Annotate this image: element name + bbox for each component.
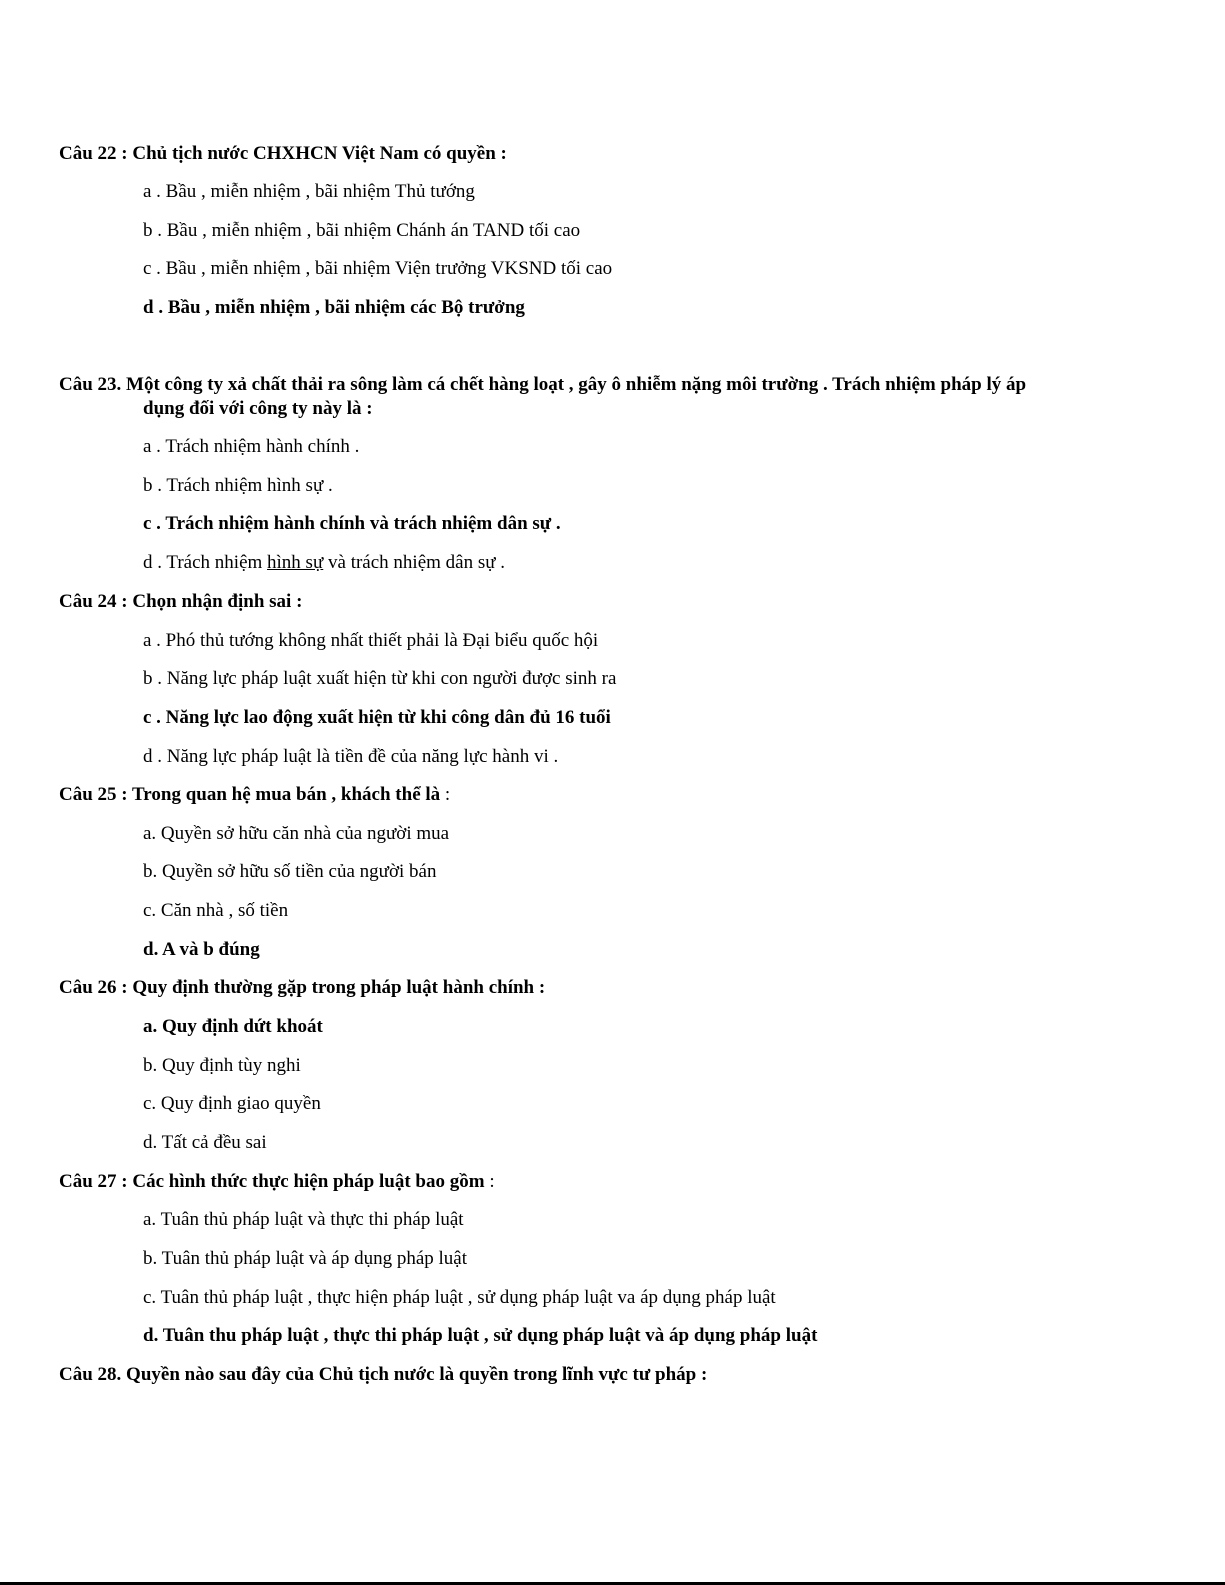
answer-option-correct: d. A và b đúng bbox=[143, 939, 260, 960]
question-heading bbox=[59, 783, 450, 807]
question-heading-text: Câu 25 : Trong quan hệ mua bán , khách thể là bbox=[59, 784, 441, 805]
answer-option: a . Phó thủ tướng không nhất thiết phải là Đại biểu quốc hội bbox=[143, 630, 599, 651]
answer-option: b . Trách nhiệm hình sự . bbox=[143, 475, 333, 496]
answer-option: d . Năng lực pháp luật là tiền đề của năng lực hành vi . bbox=[143, 746, 559, 767]
answer-option: b. Quy định tùy nghi bbox=[143, 1055, 301, 1076]
answer-option-correct: d. Tuân thu pháp luật , thực thi pháp luật , sử dụng pháp luật và áp dụng pháp luật bbox=[143, 1325, 818, 1346]
answer-option: a. Tuân thủ pháp luật và thực thi pháp luật bbox=[143, 1209, 464, 1230]
option-text-underlined: hình sự bbox=[267, 552, 324, 573]
answer-option: c. Căn nhà , số tiền bbox=[143, 900, 289, 921]
answer-option-correct: c . Năng lực lao động xuất hiện từ khi công dân đủ 16 tuổi bbox=[143, 707, 611, 728]
question-heading bbox=[59, 1170, 495, 1194]
answer-option-correct: d . Bầu , miễn nhiệm , bãi nhiệm các Bộ trưởng bbox=[143, 297, 525, 318]
answer-option: a. Quyền sở hữu căn nhà của người mua bbox=[143, 823, 450, 844]
answer-option-correct: a. Quy định dứt khoát bbox=[143, 1016, 323, 1037]
answer-option: a . Bầu , miễn nhiệm , bãi nhiệm Thủ tướng bbox=[143, 181, 475, 202]
answer-option bbox=[143, 551, 505, 575]
question-heading: Câu 22 : Chủ tịch nước CHXHCN Việt Nam có quyền : bbox=[59, 143, 507, 164]
question-heading: Câu 23. Một công ty xả chất thải ra sông làm cá chết hàng loạt , gây ô nhiễm nặng môi trường . Trách nhiệm pháp lý áp bbox=[59, 374, 1027, 395]
question-heading-text: Câu 27 : Các hình thức thực hiện pháp luật bao gồm bbox=[59, 1171, 485, 1192]
question-heading-continuation: dụng đối với công ty này là : bbox=[143, 398, 373, 419]
answer-option: d. Tất cả đều sai bbox=[143, 1132, 267, 1153]
answer-option: a . Trách nhiệm hành chính . bbox=[143, 436, 360, 457]
question-heading-tail: : bbox=[440, 784, 451, 805]
answer-option: b . Bầu , miễn nhiệm , bãi nhiệm Chánh án TAND tối cao bbox=[143, 220, 581, 241]
answer-option: c. Tuân thủ pháp luật , thực hiện pháp luật , sử dụng pháp luật va áp dụng pháp luật bbox=[143, 1287, 776, 1308]
option-text: và trách nhiệm dân sự . bbox=[323, 552, 506, 573]
answer-option: c . Bầu , miễn nhiệm , bãi nhiệm Viện trưởng VKSND tối cao bbox=[143, 258, 613, 279]
question-heading: Câu 26 : Quy định thường gặp trong pháp luật hành chính : bbox=[59, 977, 546, 998]
answer-option-correct: c . Trách nhiệm hành chính và trách nhiệm dân sự . bbox=[143, 513, 561, 534]
answer-option: b. Tuân thủ pháp luật và áp dụng pháp luật bbox=[143, 1248, 468, 1269]
answer-option: c. Quy định giao quyền bbox=[143, 1093, 321, 1114]
option-text: d . Trách nhiệm bbox=[143, 552, 268, 573]
question-heading: Câu 24 : Chọn nhận định sai : bbox=[59, 591, 303, 612]
answer-option: b . Năng lực pháp luật xuất hiện từ khi con người được sinh ra bbox=[143, 668, 617, 689]
question-heading-tail: : bbox=[484, 1171, 495, 1192]
answer-option: b. Quyền sở hữu số tiền của người bán bbox=[143, 861, 437, 882]
question-heading: Câu 28. Quyền nào sau đây của Chủ tịch nước là quyền trong lĩnh vực tư pháp : bbox=[59, 1364, 708, 1385]
